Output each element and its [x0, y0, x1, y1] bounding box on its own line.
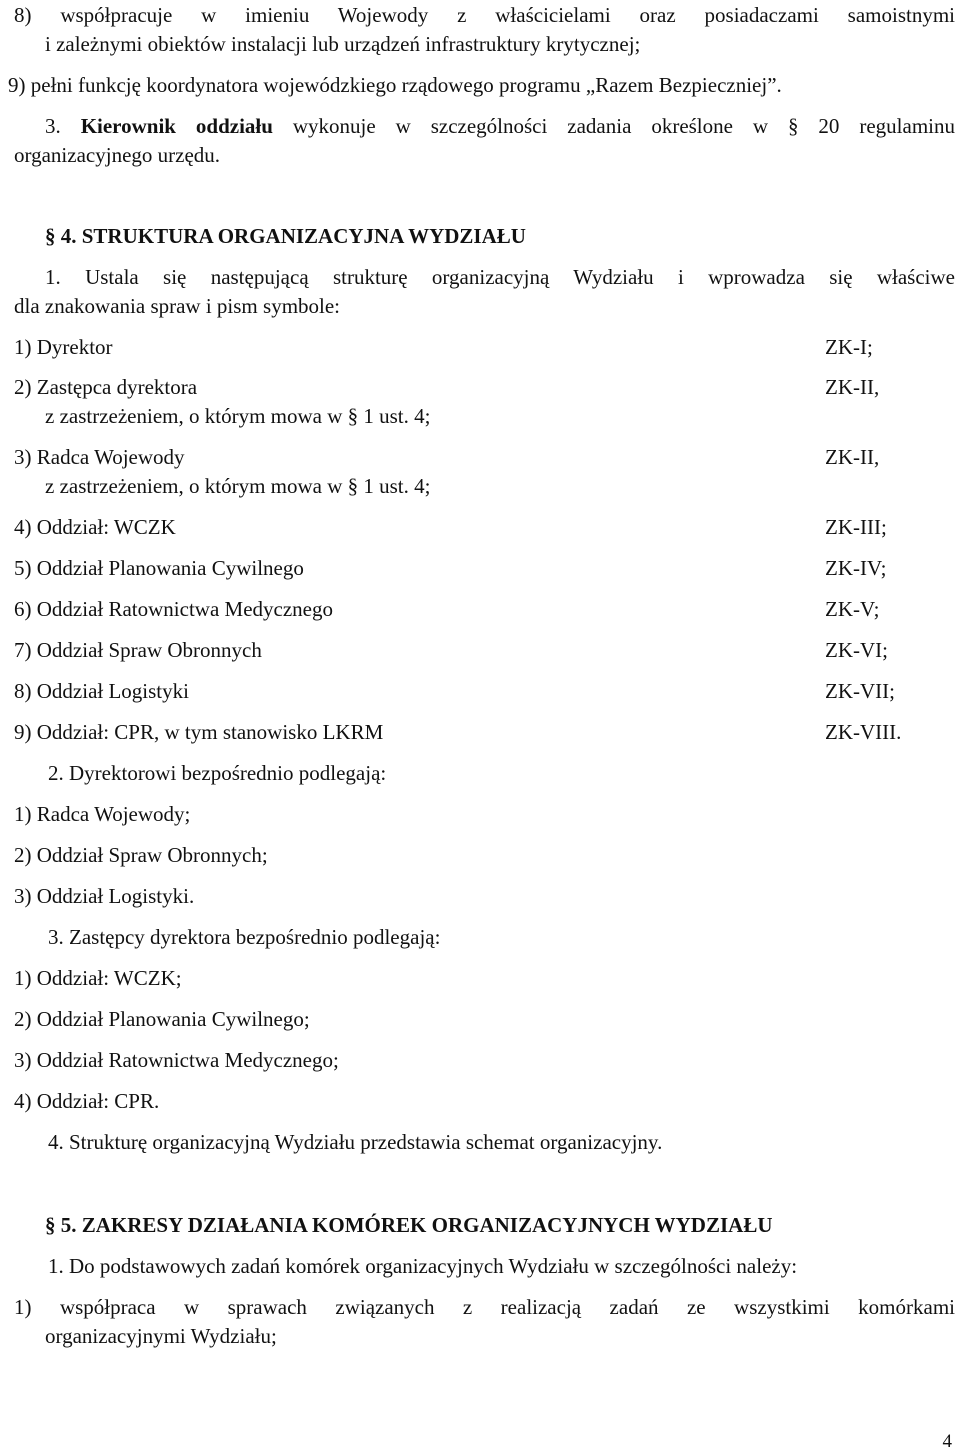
- structure-label-5: 5) Oddział Planowania Cywilnego: [14, 556, 304, 580]
- section-4-p4: 4. Strukturę organizacyjną Wydziału przedstawia schemat organizacyjny.: [48, 1130, 663, 1154]
- structure-label-9: 9) Oddział: CPR, w tym stanowisko LKRM: [14, 720, 384, 744]
- structure-label-2: 2) Zastępca dyrektora: [14, 375, 198, 399]
- structure-code-6: ZK-V;: [825, 597, 880, 621]
- structure-note-2: z zastrzeżeniem, o którym mowa w § 1 ust. 4;: [45, 404, 431, 428]
- section-5-p1: 1. Do podstawowych zadań komórek organizacyjnych Wydziału w szczególności należy:: [48, 1254, 798, 1278]
- p2-item-3: 3) Oddział Logistyki.: [14, 884, 195, 908]
- section-4-p2: 2. Dyrektorowi bezpośrednio podlegają:: [48, 761, 387, 785]
- item-8-line-1: 8) współpracuje w imieniu Wojewody z właścicielami oraz posiadaczami samoistnymi: [14, 3, 955, 27]
- section-4-heading: § 4. STRUKTURA ORGANIZACYJNA WYDZIAŁU: [45, 224, 526, 248]
- structure-code-7: ZK-VI;: [825, 638, 888, 662]
- structure-label-8: 8) Oddział Logistyki: [14, 679, 189, 703]
- p3-item-1: 1) Oddział: WCZK;: [14, 966, 182, 990]
- structure-label-3: 3) Radca Wojewody: [14, 445, 185, 469]
- structure-label-1: 1) Dyrektor: [14, 335, 113, 359]
- p3-item-4: 4) Oddział: CPR.: [14, 1089, 160, 1113]
- paragraph-3-line-2: organizacyjnego urzędu.: [14, 143, 221, 167]
- section-4-p3: 3. Zastępcy dyrektora bezpośrednio podlegają:: [48, 925, 441, 949]
- item-9: 9) pełni funkcję koordynatora wojewódzkiego rządowego programu „Razem Bezpieczniej”.: [8, 73, 782, 97]
- structure-code-2: ZK-II,: [825, 375, 880, 399]
- structure-code-4: ZK-III;: [825, 515, 887, 539]
- structure-label-6: 6) Oddział Ratownictwa Medycznego: [14, 597, 333, 621]
- structure-note-3: z zastrzeżeniem, o którym mowa w § 1 ust. 4;: [45, 474, 431, 498]
- item-8-line-2: i zależnymi obiektów instalacji lub urządzeń infrastruktury krytycznej;: [45, 32, 641, 56]
- structure-code-3: ZK-II,: [825, 445, 880, 469]
- page-number: 4: [942, 1431, 952, 1452]
- section-4-p1-line-2: dla znakowania spraw i pism symbole:: [14, 294, 341, 318]
- structure-code-5: ZK-IV;: [825, 556, 887, 580]
- p3-item-3: 3) Oddział Ratownictwa Medycznego;: [14, 1048, 339, 1072]
- structure-code-9: ZK-VIII.: [825, 720, 902, 744]
- structure-code-1: ZK-I;: [825, 335, 873, 359]
- section-5-heading: § 5. ZAKRESY DZIAŁANIA KOMÓREK ORGANIZACYJNYCH WYDZIAŁU: [45, 1213, 773, 1237]
- section-5-item-1-line-2: organizacyjnymi Wydziału;: [45, 1324, 277, 1348]
- p3-item-2: 2) Oddział Planowania Cywilnego;: [14, 1007, 310, 1031]
- p2-item-1: 1) Radca Wojewody;: [14, 802, 191, 826]
- section-4-p1-line-1: 1. Ustala się następującą strukturę organizacyjną Wydziału i wprowadza się właściwe: [45, 265, 955, 289]
- structure-label-4: 4) Oddział: WCZK: [14, 515, 176, 539]
- paragraph-3-rest: wykonuje w szczególności zadania określone w § 20 regulaminu: [292, 114, 955, 138]
- p2-item-2: 2) Oddział Spraw Obronnych;: [14, 843, 268, 867]
- paragraph-3-number: 3.: [45, 114, 61, 138]
- structure-code-8: ZK-VII;: [825, 679, 895, 703]
- paragraph-3-bold: Kierownik oddziału: [80, 114, 273, 138]
- structure-label-7: 7) Oddział Spraw Obronnych: [14, 638, 262, 662]
- section-5-item-1-line-1: 1) współpraca w sprawach związanych z realizacją zadań ze wszystkimi komórkami: [14, 1295, 955, 1319]
- paragraph-3-line-1: [45, 113, 955, 139]
